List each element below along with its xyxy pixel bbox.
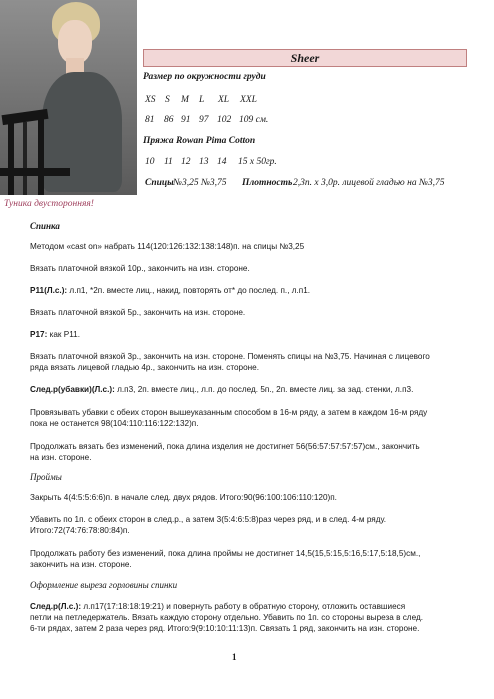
size-name: XS (145, 95, 156, 105)
paragraph: Вязать платочной вязкой 5р., закончить на изн. стороне. (30, 308, 246, 317)
row-label: След.р(убавки)(Л.с.): (30, 385, 115, 394)
row-label: Р17: (30, 330, 48, 339)
photo-chair-rail (8, 120, 14, 195)
yarn-label: Пряжа Rowan Pima Cotton (143, 136, 256, 146)
row-label: Р11(Л.с.): (30, 286, 68, 295)
chest-value: 81 (145, 115, 155, 125)
yarn-amount: 11 (164, 157, 173, 167)
paragraph (30, 601, 470, 634)
section-neck-heading: Оформление выреза горловины спинки (30, 580, 178, 590)
paragraph (30, 329, 470, 340)
paragraph: Закрыть 4(4:5:5:6:6)п. в начале след. двух рядов. Итого:90(96:100:106:110:120)п. (30, 493, 337, 502)
photo-chair-rail (38, 118, 44, 195)
pattern-title: Sheer (143, 49, 467, 67)
chest-value: 97 (199, 115, 209, 125)
paragraph-line: на изн. стороне. (30, 453, 92, 462)
yarn-amount: 15 x 50гр. (238, 157, 277, 167)
paragraph-line: ряда вязать лицевой гладью 4р., закончить на изн. стороне. (30, 363, 259, 372)
density-label: Плотность (242, 178, 293, 188)
chest-value: 102 (217, 115, 232, 125)
paragraph-line: Убавить по 1п. с обеих сторон в след.р., а затем 3(5:4:6:5:8)раз через ряд, и в след. 4-м ряду. (30, 515, 387, 524)
size-name: XL (218, 95, 230, 105)
page-number: 1 (232, 652, 237, 662)
paragraph (30, 514, 470, 536)
paragraph: Вязать платочной вязкой 10р., закончить на изн. стороне. (30, 264, 250, 273)
yarn-amount: 13 (199, 157, 209, 167)
paragraph-line: петли на петледержатель. Вязать каждую сторону отдельно. Убавить по 1п. со стороны выреза в след. (30, 613, 423, 622)
paragraph-line: Продолжать вязать без изменений, пока длина изделия не достигнет 56(56:57:57:57:57)см., закончить (30, 442, 420, 451)
needles-sizes: №3,25 №3,75 (173, 178, 227, 188)
yarn-amount: 10 (145, 157, 155, 167)
row-text: л.п1, *2п. вместе лиц., накид, повторять от* до послед. п., л.п1. (67, 286, 311, 295)
model-photo (0, 0, 137, 195)
paragraph (30, 351, 470, 373)
paragraph-line: закончить на изн. стороне. (30, 560, 132, 569)
size-name: M (181, 95, 189, 105)
paragraph-line: 6-ти рядах, затем 2 раза через ряд. Итого:9(9:10:10:11:13)п. Связать 1 ряд, закончить на изн. стороне. (30, 624, 420, 633)
chest-value: 91 (181, 115, 191, 125)
photo-chair-seat (0, 168, 70, 176)
paragraph (30, 384, 470, 395)
paragraph-line: Продолжать работу без изменений, пока длина проймы не достигнет 14,5(15,5:15,5:16,5:17,5:18,5)см., (30, 549, 421, 558)
yarn-amount: 12 (181, 157, 191, 167)
size-name: S (165, 95, 170, 105)
density-value: 2,3п. x 3,0р. лицевой гладью на №3,75 (293, 178, 445, 188)
paragraph (30, 548, 470, 570)
row-label: След.р(Л.с.): (30, 602, 82, 611)
size-name: XXL (240, 95, 257, 105)
subtitle: Туника двусторонняя! (4, 199, 94, 209)
sizes-label: Размер по окружности груди (143, 72, 266, 82)
row-text: как Р11. (47, 330, 80, 339)
section-armholes-heading: Проймы (30, 472, 62, 482)
paragraph-line: Итого:72(74:76:78:80:84)п. (30, 526, 130, 535)
paragraph (30, 407, 470, 429)
chest-value: 86 (164, 115, 174, 125)
paragraph (30, 285, 470, 296)
yarn-amount: 14 (217, 157, 227, 167)
paragraph-line: Провязывать убавки с обеих сторон вышеуказанным способом в 16-м ряду, а затем в каждом 16-м ряду (30, 408, 428, 417)
paragraph: Методом «cast on» набрать 114(120:126:132:138:148)п. на спицы №3,25 (30, 242, 305, 251)
photo-chair-rail (23, 122, 27, 195)
size-name: L (199, 95, 205, 105)
needles-label: Спицы (145, 178, 174, 188)
section-back-heading: Спинка (30, 221, 60, 231)
paragraph-line: л.п17(17:18:18:19:21) и повернуть работу в обратную сторону, отложить оставшиеся (81, 602, 406, 611)
paragraph-line: Вязать платочной вязкой 3р., закончить на изн. стороне. Поменять спицы на №3,75. Начиная с лицевого (30, 352, 430, 361)
paragraph (30, 441, 470, 463)
row-text: л.п3, 2п. вместе лиц., л.п. до послед. 5п., 2п. вместе лиц. за зад. стенки, л.п3. (114, 385, 414, 394)
chest-value: 109 см. (239, 115, 269, 125)
paragraph-line: пока не останется 98(104:110:116:122:132)п. (30, 419, 199, 428)
